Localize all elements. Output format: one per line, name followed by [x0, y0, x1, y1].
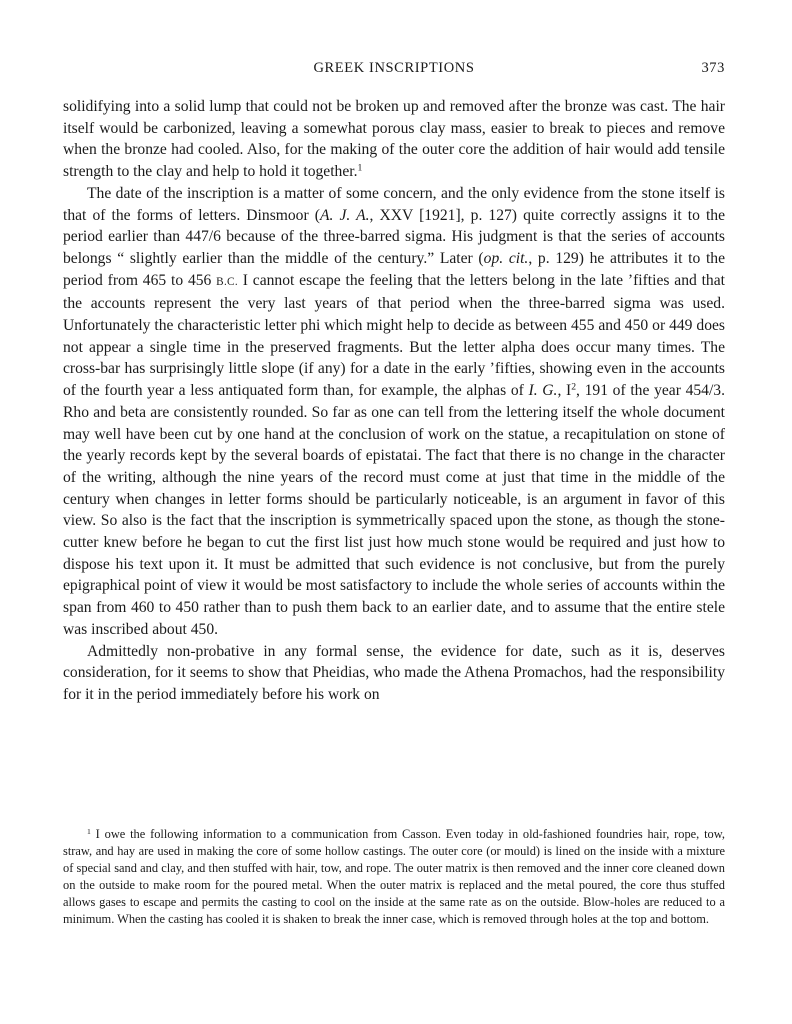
running-head [63, 60, 725, 82]
footnotes [63, 826, 725, 929]
superscript: 2 [571, 381, 577, 393]
running-title: GREEK INSCRIPTIONS [313, 60, 475, 76]
era-abbreviation: B.C. [216, 275, 238, 288]
footnote-text: I owe the following information to a communication from Casson. Even today in old-fashioned foundries hair, rope, tow, straw, and hay are used in making the core of some hollow castings. The outer core (or mould) is lined on the inside with a mixture of special sand and clay, and then stuffed with hair, tow, and rope. The outer matrix is then removed and the inner core cleaned down on the outside to make room for the poured metal. When the outer matrix is replaced and the metal poured, the core thus stuffed allows gases to escape and permits the casting to cool on the inside at the same rate as on the outside. Blow-holes are reduced to a minimum. When the casting has cooled it is shaken to break the inner case, which is removed through holes at the top and bottom. [63, 827, 725, 927]
text-segment: , I [557, 382, 572, 400]
paragraph-text: Admittedly non-probative in any formal sense, the evidence for date, such as it is, deserves consideration, for it seems to show that Pheidias, who made the Athena Promachos, had the responsibility for it in the period immediately before his work on [63, 642, 725, 703]
paragraph-continued [63, 96, 725, 183]
text-segment: I cannot escape the feeling that the letters belong in the late ’fifties and that the accounts represent the very last years of that period when the three-barred sigma was used. Unfortunately the characteristic letter phi which might help to decide as between 455 and 450 or 449 does not appear a single time in the preserved fragments. But the letter alpha does occur many times. The cross-bar has surprisingly little slope (if any) for a date in the early ’fifties, showing even in the accounts of the fourth year a less antiquated form than, for example, the alphas of [63, 271, 725, 400]
footnote [63, 826, 725, 929]
citation: op. cit. [483, 249, 529, 267]
citation: A. J. A. [319, 206, 370, 224]
paragraph-text: solidifying into a solid lump that could not be broken up and removed after the bronze was cast. The hair itself would be carbonized, leaving a somewhat porous clay mass, easier to break to pieces and remove when the bronze had cooled. Also, for the making of the outer core the addition of hair would add tensile strength to the clay and help to hold it together. [63, 98, 725, 181]
footnote-marker: 1 [87, 826, 91, 836]
text-segment: The date of the inscription is a matter of some concern, and the only evidence from the stone itself is that of the forms of letters. Dinsmoor ( [63, 184, 725, 224]
text-segment: , 191 of the year 454/3. Rho and beta are consistently rounded. So far as one can tell from the lettering itself the whole document may well have been cut by one hand at the conclusion of work on the statue, a recapitulation on stone of the yearly records kept by the several boards of epistatai. The fact that there is no change in the character of the writing, although the nine years of the record must come at just that time in the middle of the century when changes in letter forms should be particularly noticeable, is an argument in favor of this view. So also is the fact that the inscription is symmetrically spaced upon the stone, as though the stone-cutter knew before he began to cut the first list just how much stone would be required and just how to dispose his text upon it. It must be admitted that such evidence is not conclusive, but from the purely epigraphical point of view it would be most satisfactory to include the whole series of accounts within the span from 460 to 450 rather than to push them back to an earlier date, and to assume that the entire stele was inscribed about 450. [63, 382, 725, 638]
paragraph-date [63, 183, 725, 641]
citation: I. G. [528, 382, 558, 400]
page-number: 373 [701, 60, 725, 76]
text-segment: , XXV [1921], p. 127) quite correctly assigns it to the period earlier than 447/6 because of the three-barred sigma. His judgment is that the series of accounts belongs “ slightly earlier than the middle of the century.” Later ( [63, 206, 725, 267]
footnote-reference: 1 [357, 162, 363, 174]
page [63, 60, 725, 706]
body-text [63, 96, 725, 706]
text-segment: , p. 129) he attributes it to the period from 465 to 456 [63, 249, 725, 289]
paragraph-final [63, 641, 725, 706]
